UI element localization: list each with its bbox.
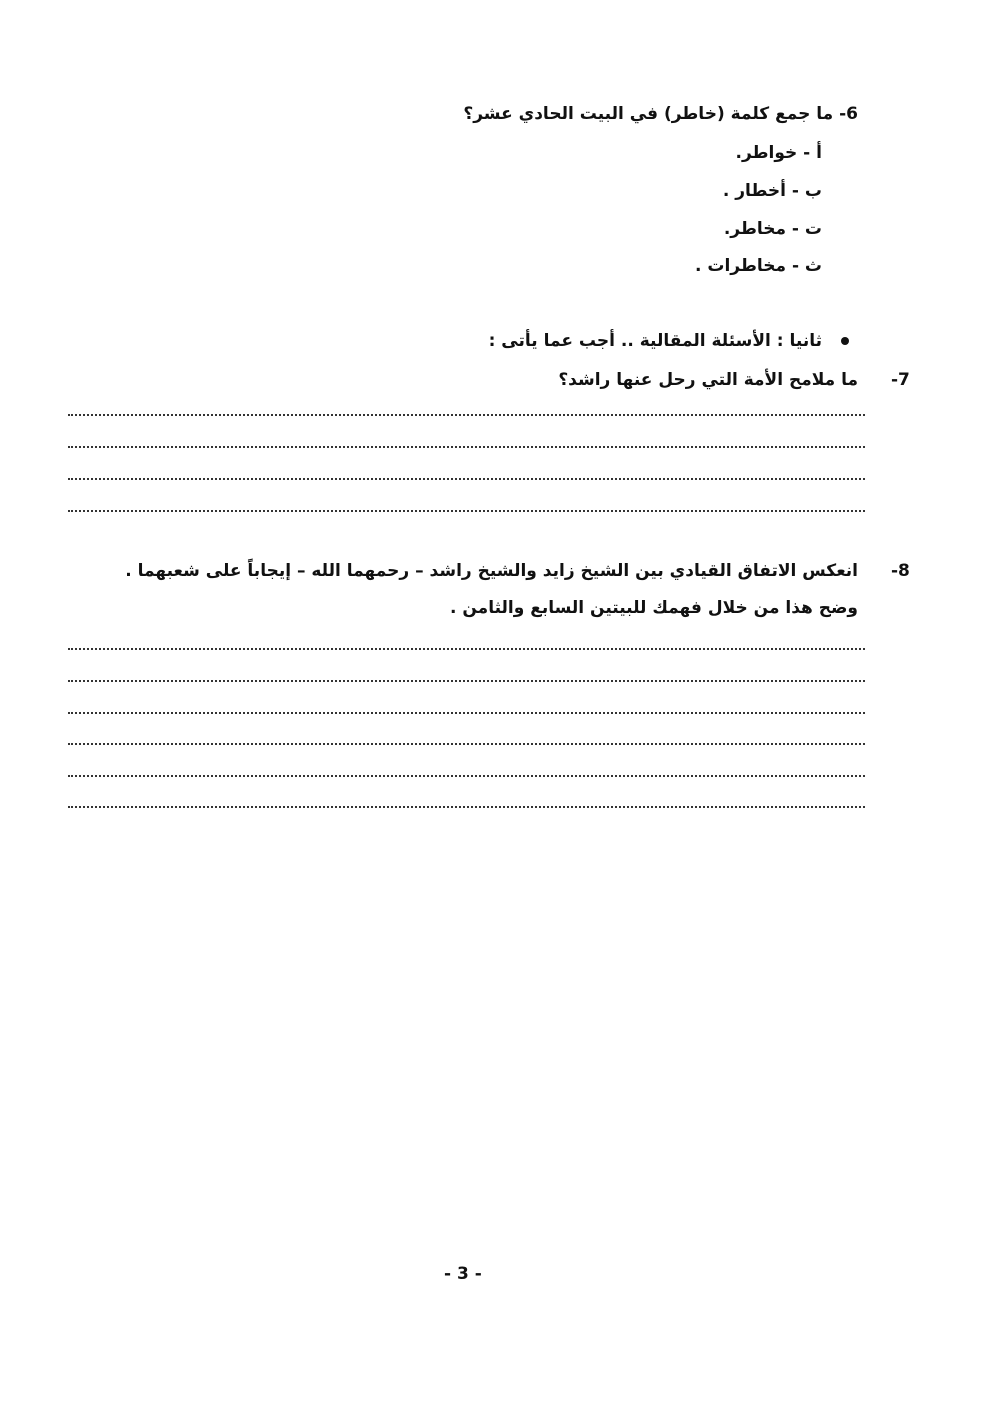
answer-line[interactable] bbox=[68, 478, 865, 480]
answer-line[interactable] bbox=[68, 414, 865, 416]
question-7-number: -7 bbox=[891, 370, 910, 390]
answer-line[interactable] bbox=[68, 680, 865, 682]
question-6-text bbox=[463, 104, 858, 124]
question-8-prompt-line-2: وضح هذا من خلال فهمك للبيتين السابع والثامن . bbox=[450, 598, 858, 618]
option-d[interactable]: ث - مخاطرات . bbox=[694, 256, 822, 276]
section-heading: ثانيا : الأسئلة المقالية .. أجب عما يأتى : bbox=[488, 331, 822, 351]
answer-line[interactable] bbox=[68, 446, 865, 448]
answer-line[interactable] bbox=[68, 510, 865, 512]
question-8-prompt-line-1: انعكس الاتفاق القيادي بين الشيخ زايد والشيخ راشد – رحمهما الله – إيجاباً على شعبهما . bbox=[125, 561, 858, 581]
question-6-number: 6- bbox=[839, 104, 858, 124]
page-number: - 3 - bbox=[444, 1264, 482, 1284]
option-a[interactable]: أ - خواطر. bbox=[735, 143, 822, 163]
answer-line[interactable] bbox=[68, 712, 865, 714]
answer-line[interactable] bbox=[68, 806, 865, 808]
option-b[interactable]: ب - أخطار . bbox=[722, 181, 822, 201]
bullet-icon bbox=[841, 337, 849, 345]
question-6-prompt: ما جمع كلمة (خاطر) في البيت الحادي عشر؟ bbox=[463, 104, 834, 124]
answer-line[interactable] bbox=[68, 743, 865, 745]
option-c[interactable]: ت - مخاطر. bbox=[723, 219, 822, 239]
answer-line[interactable] bbox=[68, 775, 865, 777]
question-7-prompt: ما ملامح الأمة التي رحل عنها راشد؟ bbox=[558, 370, 858, 390]
answer-line[interactable] bbox=[68, 648, 865, 650]
question-8-number: -8 bbox=[891, 561, 910, 581]
